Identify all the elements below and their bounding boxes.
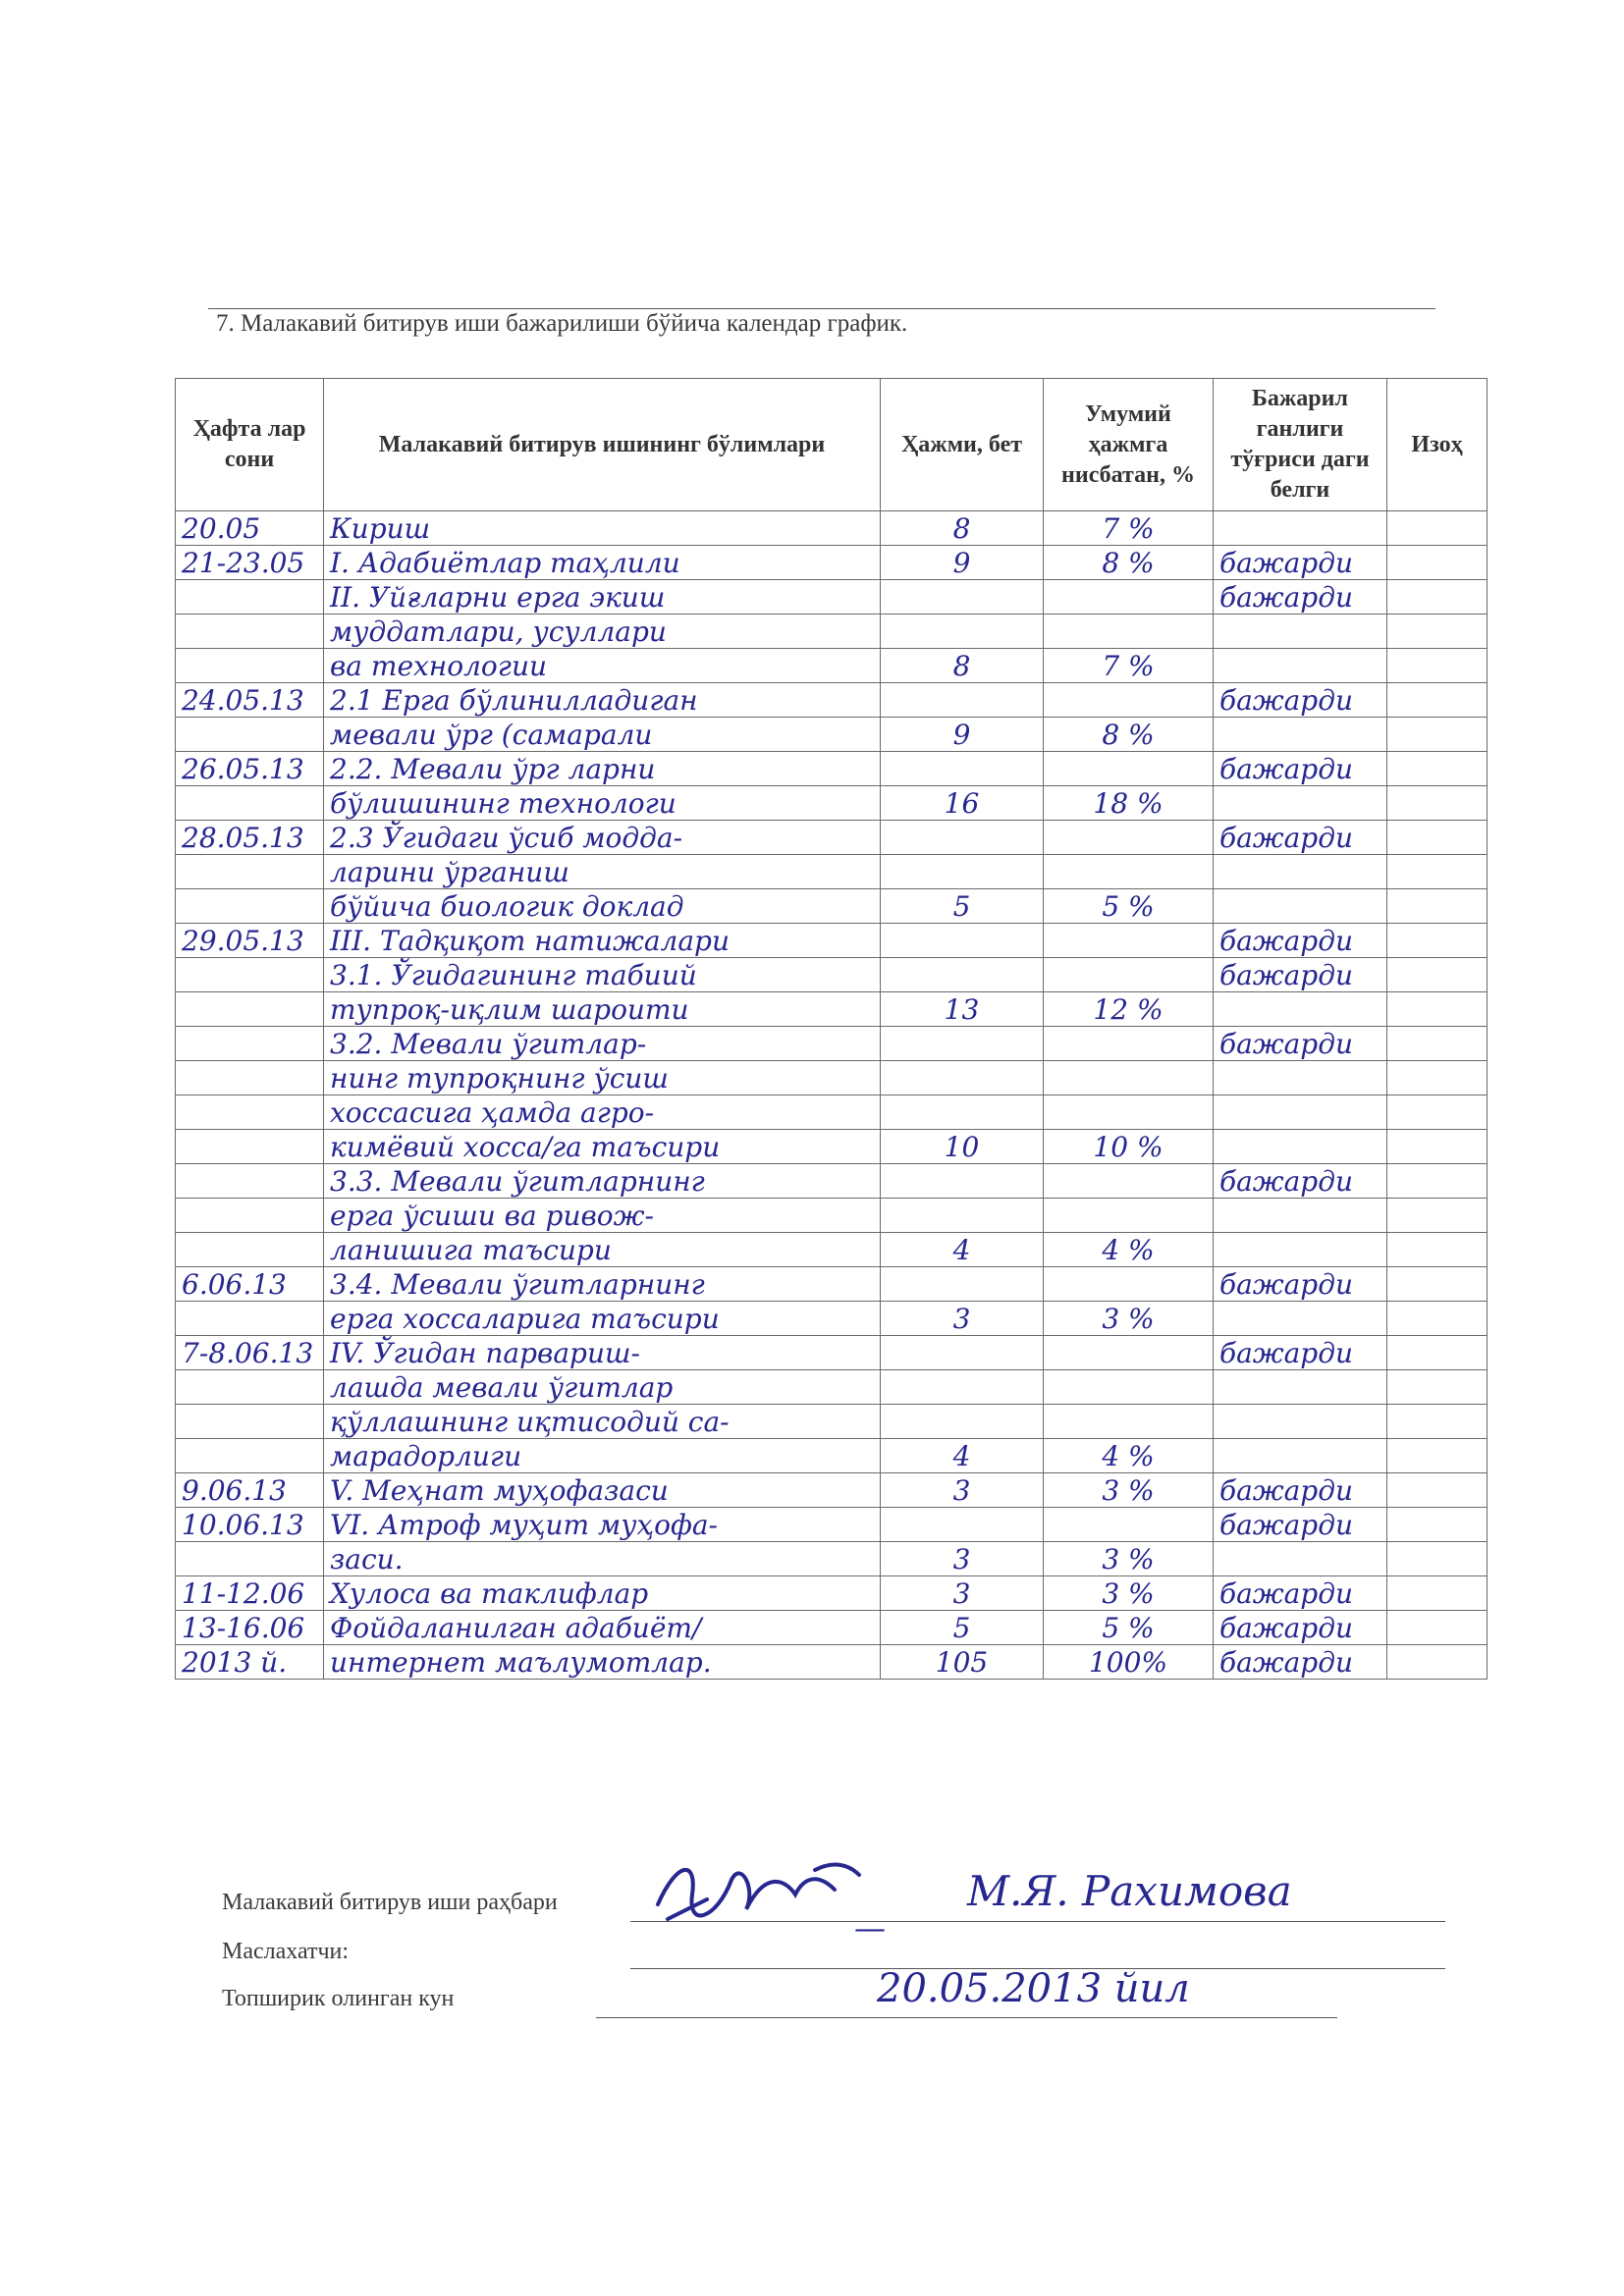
percent-cell: 5 % <box>1044 1611 1214 1645</box>
section-cell: қўллашнинг иқтисодий са- <box>324 1405 881 1439</box>
note-cell <box>1387 718 1488 752</box>
pages-cell <box>881 683 1044 718</box>
pages-cell: 13 <box>881 992 1044 1027</box>
table-row <box>176 1336 1488 1370</box>
week-cell <box>176 958 324 992</box>
note-cell <box>1387 1576 1488 1611</box>
table-row <box>176 1576 1488 1611</box>
percent-cell <box>1044 855 1214 889</box>
week-cell <box>176 889 324 924</box>
note-cell <box>1387 924 1488 958</box>
note-cell <box>1387 1267 1488 1302</box>
table-row <box>176 1302 1488 1336</box>
note-cell <box>1387 1164 1488 1199</box>
table-row <box>176 718 1488 752</box>
week-cell <box>176 855 324 889</box>
completion-mark-cell: бажарди <box>1214 1267 1387 1302</box>
completion-mark-cell <box>1214 992 1387 1027</box>
section-cell: бўйича биологик доклад <box>324 889 881 924</box>
table-row <box>176 1439 1488 1473</box>
section-cell: II. Уйғларни ерга экиш <box>324 580 881 614</box>
percent-cell: 4 % <box>1044 1233 1214 1267</box>
percent-cell <box>1044 1095 1214 1130</box>
table-row <box>176 752 1488 786</box>
supervisor-signature <box>648 1850 864 1929</box>
section-cell: Фойдаланилган адабиёт/ <box>324 1611 881 1645</box>
note-cell <box>1387 614 1488 649</box>
week-cell <box>176 1302 324 1336</box>
week-cell: 24.05.13 <box>176 683 324 718</box>
table-row <box>176 1405 1488 1439</box>
table-row <box>176 1199 1488 1233</box>
percent-cell <box>1044 1370 1214 1405</box>
section-cell: хоссасига ҳамда агро- <box>324 1095 881 1130</box>
section-cell: ларини ўрганиш <box>324 855 881 889</box>
pages-cell <box>881 855 1044 889</box>
percent-cell: 18 % <box>1044 786 1214 821</box>
percent-cell <box>1044 1164 1214 1199</box>
pages-cell: 3 <box>881 1473 1044 1508</box>
pages-cell: 3 <box>881 1576 1044 1611</box>
pages-cell <box>881 821 1044 855</box>
section-cell: ерга ўсиши ва ривож- <box>324 1199 881 1233</box>
section-cell: нинг тупроқнинг ўсиш <box>324 1061 881 1095</box>
completion-mark-cell <box>1214 511 1387 546</box>
completion-mark-cell: бажарди <box>1214 1576 1387 1611</box>
pages-cell: 5 <box>881 1611 1044 1645</box>
pages-cell: 16 <box>881 786 1044 821</box>
section-cell: мевали ўрг (самарали <box>324 718 881 752</box>
table-row <box>176 855 1488 889</box>
table-header-row <box>176 379 1488 511</box>
week-cell <box>176 1405 324 1439</box>
table-row <box>176 1645 1488 1680</box>
percent-cell <box>1044 958 1214 992</box>
table-row <box>176 511 1488 546</box>
column-header-percent: Умумий ҳажмга нисбатан, % <box>1044 379 1214 511</box>
completion-mark-cell: бажарди <box>1214 1164 1387 1199</box>
completion-mark-cell <box>1214 1302 1387 1336</box>
pages-cell: 9 <box>881 546 1044 580</box>
note-cell <box>1387 1542 1488 1576</box>
percent-cell: 8 % <box>1044 546 1214 580</box>
completion-mark-cell: бажарди <box>1214 958 1387 992</box>
week-cell <box>176 1130 324 1164</box>
percent-cell <box>1044 1508 1214 1542</box>
week-cell <box>176 1233 324 1267</box>
pages-cell <box>881 752 1044 786</box>
section-cell: 2.3 Ўгидаги ўсиб модда- <box>324 821 881 855</box>
week-cell <box>176 1199 324 1233</box>
note-cell <box>1387 855 1488 889</box>
percent-cell <box>1044 1027 1214 1061</box>
completion-mark-cell: бажарди <box>1214 752 1387 786</box>
percent-cell: 3 % <box>1044 1576 1214 1611</box>
table-row <box>176 924 1488 958</box>
pages-cell <box>881 1199 1044 1233</box>
completion-mark-cell: бажарди <box>1214 1611 1387 1645</box>
section-cell: 3.2. Мевали ўгитлар- <box>324 1027 881 1061</box>
section-cell: Кириш <box>324 511 881 546</box>
pages-cell: 3 <box>881 1542 1044 1576</box>
note-cell <box>1387 1508 1488 1542</box>
section-cell: Хулоса ва таклифлар <box>324 1576 881 1611</box>
week-cell <box>176 1027 324 1061</box>
completion-mark-cell: бажарди <box>1214 1645 1387 1680</box>
note-cell <box>1387 1027 1488 1061</box>
section-cell: муддатлари, усуллари <box>324 614 881 649</box>
completion-mark-cell <box>1214 718 1387 752</box>
completion-mark-cell <box>1214 1370 1387 1405</box>
table-row <box>176 889 1488 924</box>
table-row <box>176 1130 1488 1164</box>
section-cell: 3.1. Ўгидагининг табиий <box>324 958 881 992</box>
table-row <box>176 1267 1488 1302</box>
pages-cell <box>881 1267 1044 1302</box>
section-cell: ланишига таъсири <box>324 1233 881 1267</box>
percent-cell <box>1044 752 1214 786</box>
week-cell <box>176 1439 324 1473</box>
table-row <box>176 614 1488 649</box>
completion-mark-cell: бажарди <box>1214 683 1387 718</box>
table-row <box>176 1473 1488 1508</box>
percent-cell <box>1044 924 1214 958</box>
percent-cell: 5 % <box>1044 889 1214 924</box>
table-row <box>176 1542 1488 1576</box>
note-cell <box>1387 1199 1488 1233</box>
pages-cell: 4 <box>881 1439 1044 1473</box>
note-cell <box>1387 1405 1488 1439</box>
percent-cell <box>1044 1336 1214 1370</box>
note-cell <box>1387 580 1488 614</box>
pages-cell <box>881 1370 1044 1405</box>
week-cell <box>176 1095 324 1130</box>
section-cell: марадорлиги <box>324 1439 881 1473</box>
pages-cell <box>881 1095 1044 1130</box>
table-row <box>176 546 1488 580</box>
table-row <box>176 580 1488 614</box>
section-cell: 3.4. Мевали ўгитларнинг <box>324 1267 881 1302</box>
consultant-label: Маслахатчи: <box>222 1939 350 1964</box>
percent-cell: 7 % <box>1044 511 1214 546</box>
week-cell <box>176 718 324 752</box>
week-cell <box>176 1370 324 1405</box>
completion-mark-cell: бажарди <box>1214 1336 1387 1370</box>
assignment-date-value: 20.05.2013 йил <box>877 1966 1190 2011</box>
percent-cell <box>1044 1061 1214 1095</box>
table-row <box>176 958 1488 992</box>
table-row <box>176 992 1488 1027</box>
completion-mark-cell <box>1214 1233 1387 1267</box>
week-cell: 21-23.05 <box>176 546 324 580</box>
completion-mark-cell <box>1214 1061 1387 1095</box>
percent-cell <box>1044 580 1214 614</box>
completion-mark-cell: бажарди <box>1214 1473 1387 1508</box>
pages-cell: 5 <box>881 889 1044 924</box>
week-cell: 7-8.06.13 <box>176 1336 324 1370</box>
week-cell: 10.06.13 <box>176 1508 324 1542</box>
completion-mark-cell <box>1214 1130 1387 1164</box>
table-row <box>176 1164 1488 1199</box>
section-cell: бўлишининг технологи <box>324 786 881 821</box>
section-cell: 2.2. Мевали ўрг ларни <box>324 752 881 786</box>
table-row <box>176 649 1488 683</box>
week-cell <box>176 649 324 683</box>
completion-mark-cell: бажарди <box>1214 1027 1387 1061</box>
note-cell <box>1387 1645 1488 1680</box>
note-cell <box>1387 511 1488 546</box>
table-row <box>176 1061 1488 1095</box>
percent-cell: 3 % <box>1044 1542 1214 1576</box>
table-row <box>176 821 1488 855</box>
percent-cell: 4 % <box>1044 1439 1214 1473</box>
week-cell <box>176 1061 324 1095</box>
completion-mark-cell <box>1214 649 1387 683</box>
section-cell: 3.3. Мевали ўгитларнинг <box>324 1164 881 1199</box>
table-row <box>176 786 1488 821</box>
week-cell: 2013 й. <box>176 1645 324 1680</box>
completion-mark-cell <box>1214 1542 1387 1576</box>
section-cell: I. Адабиётлар таҳлили <box>324 546 881 580</box>
note-cell <box>1387 1611 1488 1645</box>
week-cell <box>176 786 324 821</box>
column-header-weeks: Ҳафта лар сони <box>176 379 324 511</box>
percent-cell: 10 % <box>1044 1130 1214 1164</box>
note-cell <box>1387 992 1488 1027</box>
section-cell: ва технологии <box>324 649 881 683</box>
percent-cell: 12 % <box>1044 992 1214 1027</box>
percent-cell: 8 % <box>1044 718 1214 752</box>
supervisor-label: Малакавий битирув иши раҳбари <box>222 1890 558 1915</box>
table-row <box>176 1508 1488 1542</box>
completion-mark-cell <box>1214 1439 1387 1473</box>
pages-cell <box>881 1164 1044 1199</box>
consultant-value: — <box>854 1909 886 1947</box>
week-cell: 11-12.06 <box>176 1576 324 1611</box>
table-row <box>176 1611 1488 1645</box>
table-row <box>176 1027 1488 1061</box>
percent-cell <box>1044 683 1214 718</box>
completion-mark-cell: бажарди <box>1214 580 1387 614</box>
note-cell <box>1387 958 1488 992</box>
completion-mark-cell: бажарди <box>1214 924 1387 958</box>
week-cell <box>176 614 324 649</box>
pages-cell: 8 <box>881 511 1044 546</box>
percent-cell: 3 % <box>1044 1302 1214 1336</box>
pages-cell <box>881 1061 1044 1095</box>
percent-cell: 100% <box>1044 1645 1214 1680</box>
note-cell <box>1387 649 1488 683</box>
section-cell: III. Тадқиқот натижалари <box>324 924 881 958</box>
pages-cell: 8 <box>881 649 1044 683</box>
section-cell: VI. Атроф муҳит муҳофа- <box>324 1508 881 1542</box>
calendar-schedule-table <box>175 378 1488 1680</box>
pages-cell <box>881 958 1044 992</box>
assignment-date-line <box>596 2017 1337 2018</box>
week-cell <box>176 992 324 1027</box>
supervisor-name: М.Я. Рахимова <box>967 1867 1292 1915</box>
note-cell <box>1387 1336 1488 1370</box>
note-cell <box>1387 889 1488 924</box>
completion-mark-cell: бажарди <box>1214 1508 1387 1542</box>
pages-cell: 10 <box>881 1130 1044 1164</box>
assignment-date-label: Топширик олинган кун <box>222 1986 455 2011</box>
table-row <box>176 1370 1488 1405</box>
pages-cell: 4 <box>881 1233 1044 1267</box>
completion-mark-cell <box>1214 786 1387 821</box>
section-cell: кимёвий хосса/га таъсири <box>324 1130 881 1164</box>
completion-mark-cell <box>1214 855 1387 889</box>
section-cell: V. Меҳнат муҳофазаси <box>324 1473 881 1508</box>
completion-mark-cell <box>1214 1095 1387 1130</box>
column-header-completion-mark: Бажарил ганлиги тўғриси даги белги <box>1214 379 1387 511</box>
section-cell: ерга хоссаларига таъсири <box>324 1302 881 1336</box>
percent-cell: 3 % <box>1044 1473 1214 1508</box>
pages-cell <box>881 580 1044 614</box>
completion-mark-cell <box>1214 614 1387 649</box>
pages-cell <box>881 1027 1044 1061</box>
pages-cell <box>881 614 1044 649</box>
section-cell: IV. Ўгидан парвариш- <box>324 1336 881 1370</box>
week-cell: 29.05.13 <box>176 924 324 958</box>
section-cell: 2.1 Ерга бўлинилладиган <box>324 683 881 718</box>
section-cell: лашда мевали ўгитлар <box>324 1370 881 1405</box>
note-cell <box>1387 1439 1488 1473</box>
pages-cell <box>881 1508 1044 1542</box>
section-cell: заси. <box>324 1542 881 1576</box>
note-cell <box>1387 752 1488 786</box>
column-header-note: Изоҳ <box>1387 379 1488 511</box>
note-cell <box>1387 1233 1488 1267</box>
completion-mark-cell <box>1214 889 1387 924</box>
note-cell <box>1387 786 1488 821</box>
completion-mark-cell <box>1214 1199 1387 1233</box>
percent-cell <box>1044 1267 1214 1302</box>
section-cell: интернет маълумотлар. <box>324 1645 881 1680</box>
pages-cell: 9 <box>881 718 1044 752</box>
pages-cell <box>881 1336 1044 1370</box>
note-cell <box>1387 1130 1488 1164</box>
section-heading: 7. Малакавий битирув иши бажарилиши бўйича календар график. <box>216 310 908 337</box>
top-rule <box>208 308 1435 309</box>
table-row <box>176 683 1488 718</box>
column-header-sections: Малакавий битирув ишининг бўлимлари <box>324 379 881 511</box>
note-cell <box>1387 1370 1488 1405</box>
note-cell <box>1387 1302 1488 1336</box>
week-cell: 13-16.06 <box>176 1611 324 1645</box>
week-cell: 9.06.13 <box>176 1473 324 1508</box>
column-header-pages: Ҳажми, бет <box>881 379 1044 511</box>
week-cell: 20.05 <box>176 511 324 546</box>
percent-cell <box>1044 1199 1214 1233</box>
week-cell <box>176 1542 324 1576</box>
pages-cell: 105 <box>881 1645 1044 1680</box>
percent-cell <box>1044 614 1214 649</box>
note-cell <box>1387 1473 1488 1508</box>
note-cell <box>1387 546 1488 580</box>
percent-cell <box>1044 821 1214 855</box>
week-cell: 6.06.13 <box>176 1267 324 1302</box>
note-cell <box>1387 1061 1488 1095</box>
table-body <box>176 511 1488 1680</box>
note-cell <box>1387 821 1488 855</box>
pages-cell <box>881 1405 1044 1439</box>
completion-mark-cell: бажарди <box>1214 821 1387 855</box>
section-cell: тупроқ-иқлим шароити <box>324 992 881 1027</box>
percent-cell: 7 % <box>1044 649 1214 683</box>
completion-mark-cell: бажарди <box>1214 546 1387 580</box>
table-row <box>176 1233 1488 1267</box>
week-cell <box>176 1164 324 1199</box>
week-cell: 26.05.13 <box>176 752 324 786</box>
week-cell: 28.05.13 <box>176 821 324 855</box>
pages-cell <box>881 924 1044 958</box>
note-cell <box>1387 1095 1488 1130</box>
pages-cell: 3 <box>881 1302 1044 1336</box>
percent-cell <box>1044 1405 1214 1439</box>
completion-mark-cell <box>1214 1405 1387 1439</box>
week-cell <box>176 580 324 614</box>
note-cell <box>1387 683 1488 718</box>
table-row <box>176 1095 1488 1130</box>
